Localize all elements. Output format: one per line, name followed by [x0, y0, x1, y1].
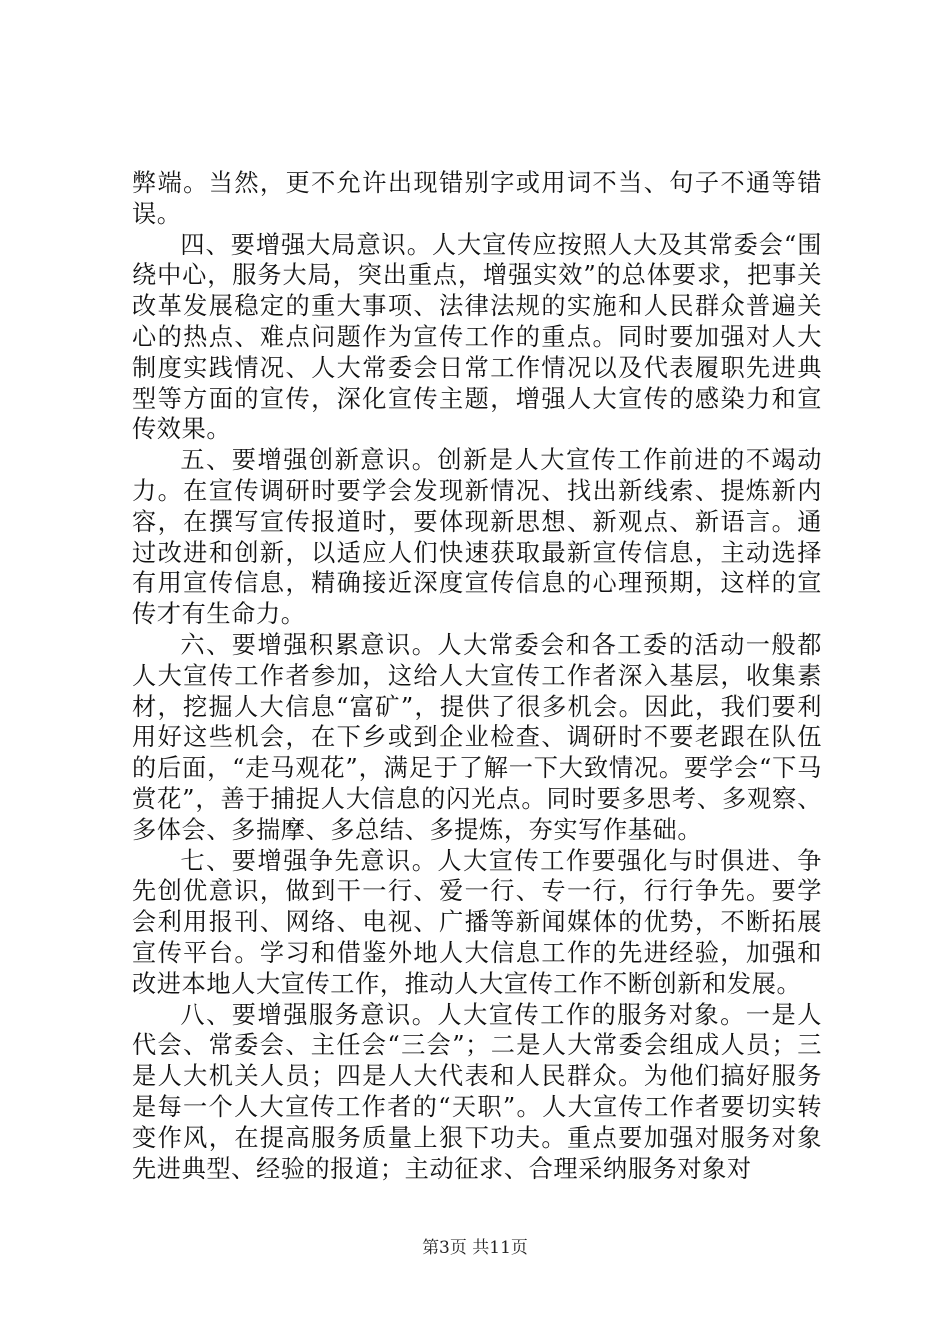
paragraph-section-five: 五、要增强创新意识。创新是人大宣传工作前进的不竭动力。在宣传调研时要学会发现新情况、找出新线索、提炼新内容，在撰写宣传报道时，要体现新思想、新观点、新语言。通过改进和创新，以适应人们快速获取最新宣传信息，主动选择有用宣传信息，精确接近深度宣传信息的心理预期，这样的宣传才有生命力。 [132, 446, 822, 629]
paragraph-section-eight: 八、要增强服务意识。人大宣传工作的服务对象。一是人代会、常委会、主任会“三会”；二是人大常委会组成人员；三是人大机关人员；四是人大代表和人民群众。为他们搞好服务是每一个人大宣传工作者的“天职”。人大宣传工作者要切实转变作风，在提高服务质量上狠下功夫。重点要加强对服务对象先进典型、经验的报道；主动征求、合理采纳服务对象对 [132, 1000, 822, 1183]
page-footer [0, 1237, 950, 1259]
document-body [132, 168, 822, 1184]
paragraph-section-four: 四、要增强大局意识。人大宣传应按照人大及其常委会“围绕中心，服务大局，突出重点，增强实效”的总体要求，把事关改革发展稳定的重大事项、法律法规的实施和人民群众普遍关心的热点、难点问题作为宣传工作的重点。同时要加强对人大制度实践情况、人大常委会日常工作情况以及代表履职先进典型等方面的宣传，深化宣传主题，增强人大宣传的感染力和宣传效果。 [132, 230, 822, 444]
paragraph-section-six: 六、要增强积累意识。人大常委会和各工委的活动一般都人大宣传工作者参加，这给人大宣传工作者深入基层，收集素材，挖掘人大信息“富矿”，提供了很多机会。因此，我们要利用好这些机会，在下乡或到企业检查、调研时不要老跟在队伍的后面，“走马观花”，满足于了解一下大致情况。要学会“下马赏花”，善于捕捉人大信息的闪光点。同时要多思考、多观察、多体会、多揣摩、多总结、多提炼，夯实写作基础。 [132, 630, 822, 844]
paragraph-continuation: 弊端。当然，更不允许出现错别字或用词不当、句子不通等错误。 [132, 169, 822, 228]
page-number-label: 第3页 共11页 [422, 1238, 528, 1258]
paragraph-section-seven: 七、要增强争先意识。人大宣传工作要强化与时俱进、争先创优意识，做到干一行、爱一行、专一行，行行争先。要学会利用报刊、网络、电视、广播等新闻媒体的优势，不断拓展宣传平台。学习和借鉴外地人大信息工作的先进经验，加强和改进本地人大宣传工作，推动人大宣传工作不断创新和发展。 [132, 846, 822, 998]
